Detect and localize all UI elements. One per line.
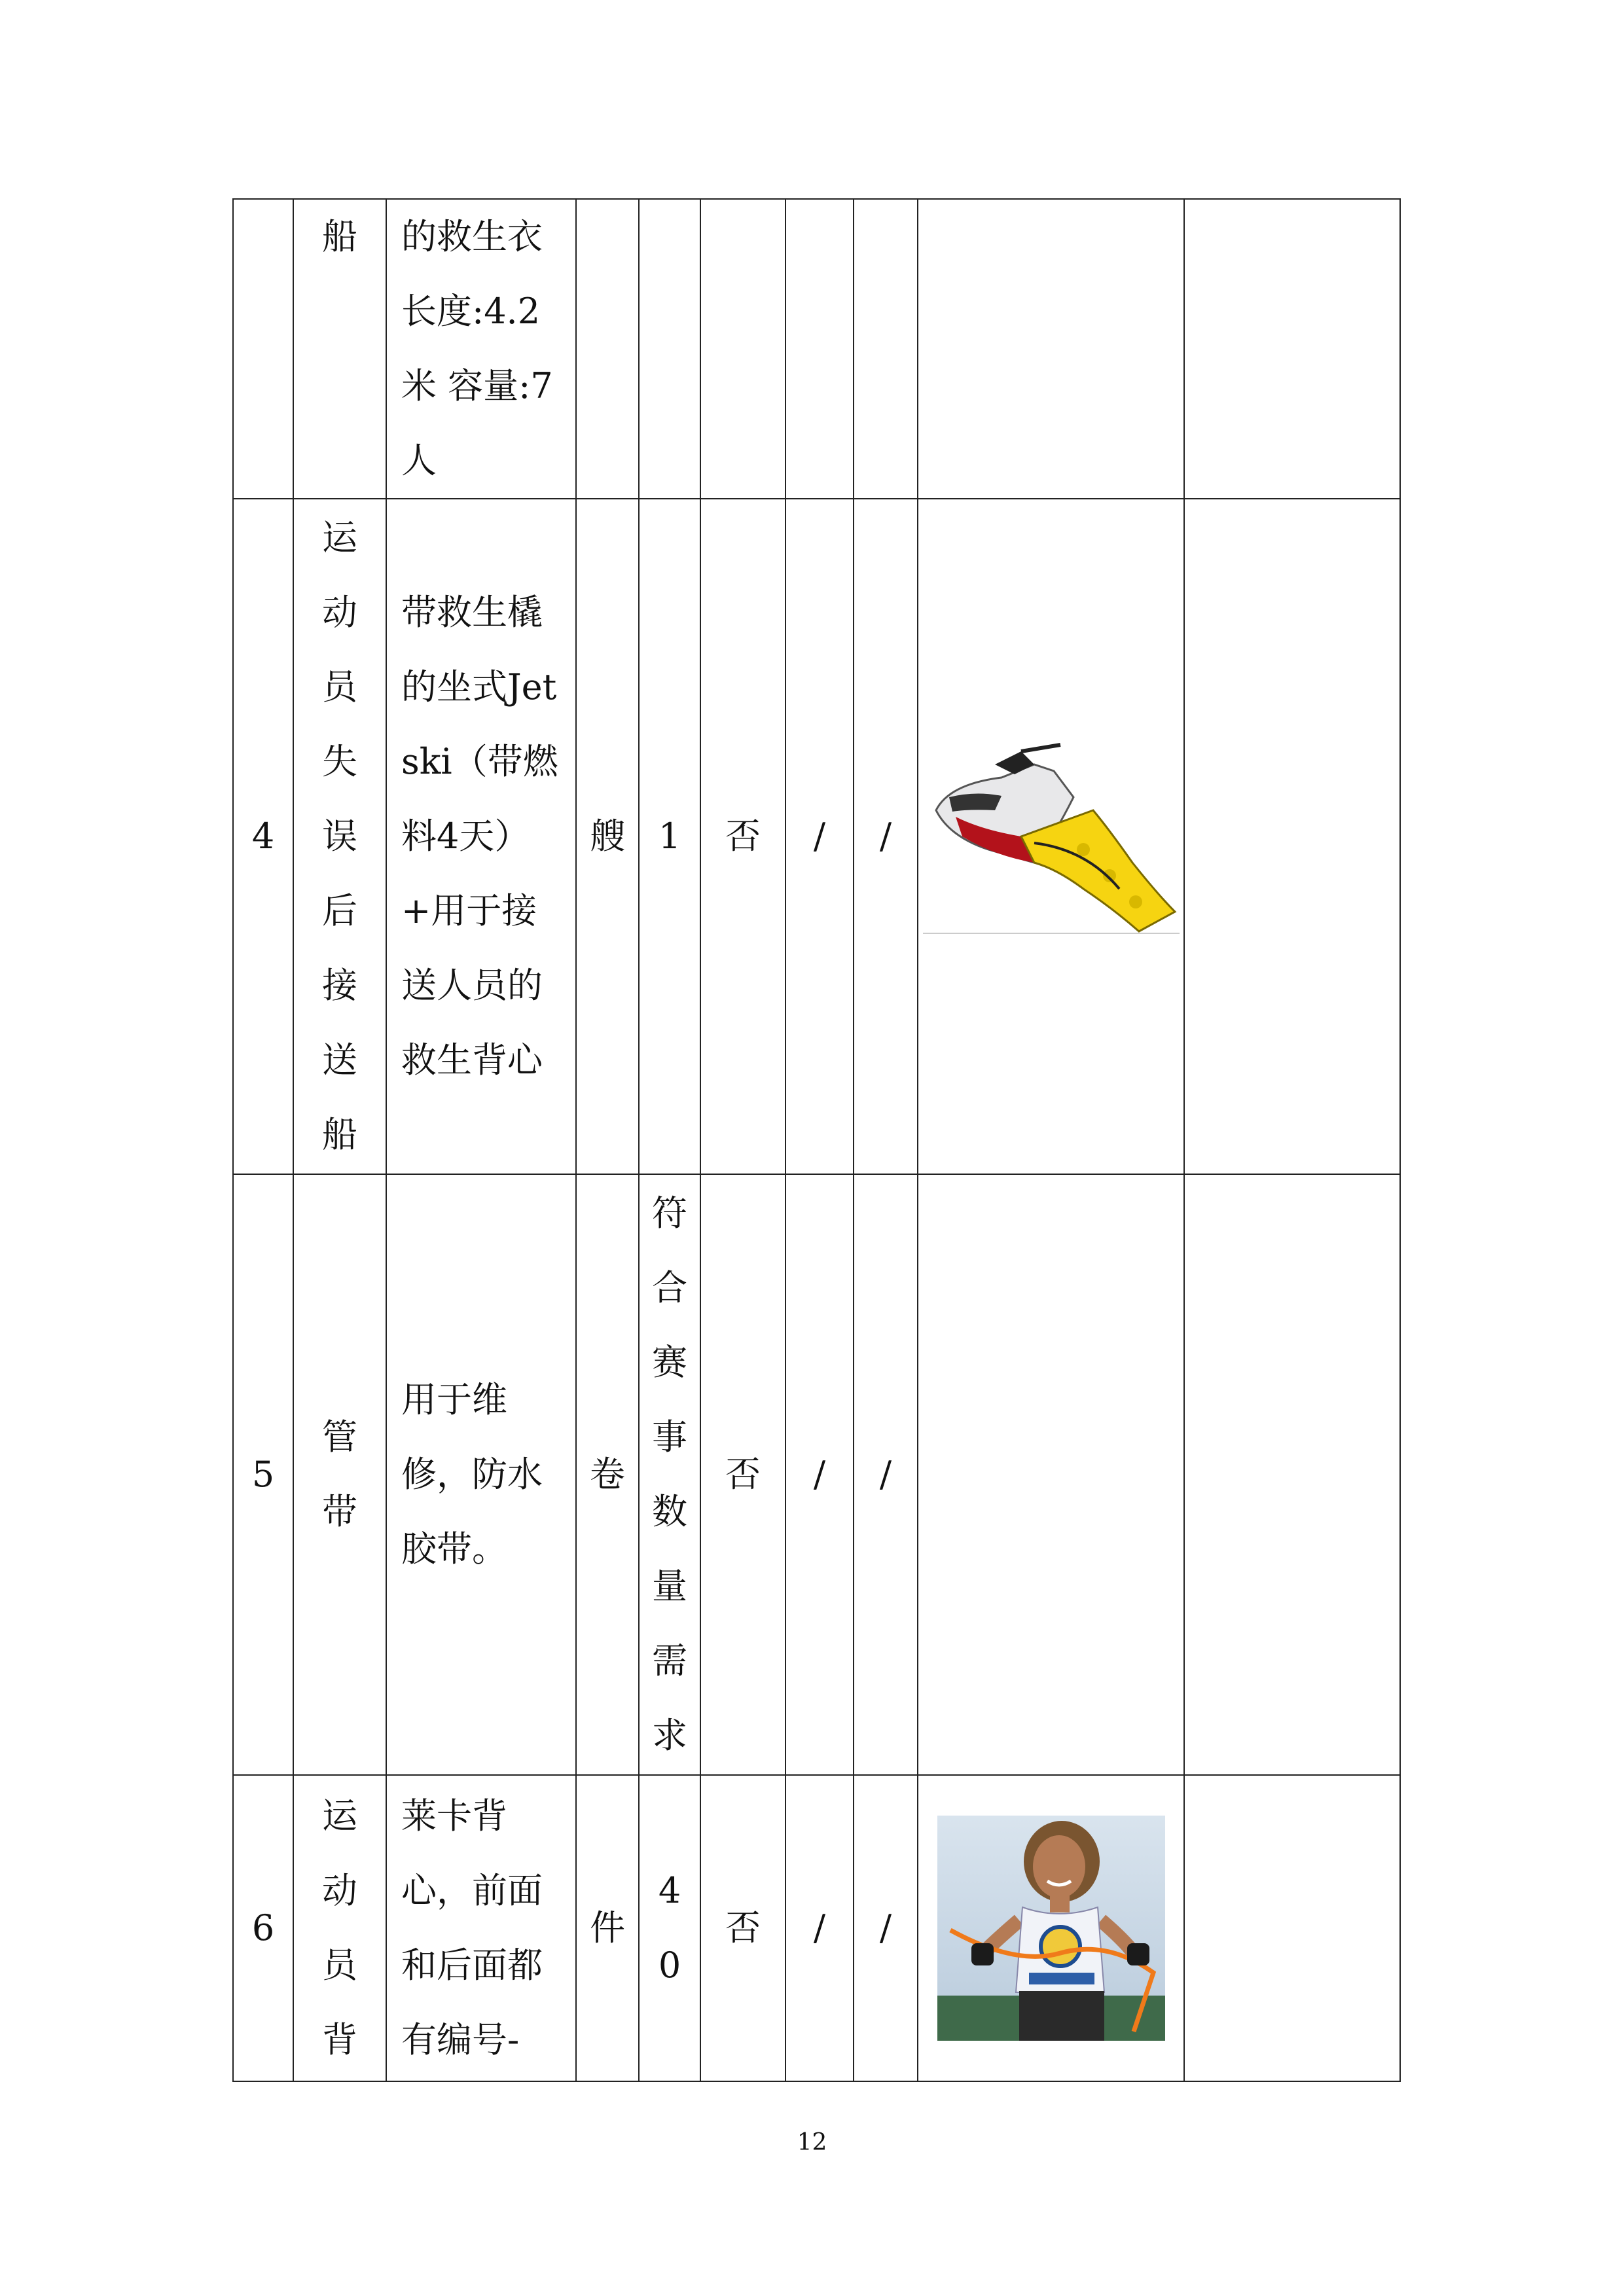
item-description-cell: 莱卡背心，前面和后面都有编号- [386, 1775, 576, 2081]
col8-cell [854, 199, 918, 499]
equipment-table [232, 198, 1401, 2082]
image-cell [918, 199, 1184, 499]
image-cell [918, 499, 1184, 1174]
col7-cell: / [785, 1174, 854, 1775]
item-description-cell: 用于维修，防水胶带。 [386, 1174, 576, 1775]
flag-cell: 否 [700, 1775, 785, 2081]
flag-cell [700, 199, 785, 499]
remarks-cell [1184, 1775, 1400, 2081]
unit-cell: 卷 [576, 1174, 639, 1775]
quantity-cell: 1 [639, 499, 700, 1174]
unit-cell [576, 199, 639, 499]
row-number-cell: 5 [233, 1174, 293, 1775]
image-cell [918, 1174, 1184, 1775]
item-name-cell: 管带 [293, 1174, 386, 1775]
image-cell [918, 1775, 1184, 2081]
remarks-cell [1184, 1174, 1400, 1775]
col8-cell: / [854, 1174, 918, 1775]
table-row [233, 499, 1400, 1174]
col7-cell [785, 199, 854, 499]
remarks-cell [1184, 499, 1400, 1174]
item-name-cell: 运动员背 [293, 1775, 386, 2081]
flag-cell: 否 [700, 1174, 785, 1775]
table-row [233, 1775, 1400, 2081]
item-name-cell: 运动员失误后接送船 [293, 499, 386, 1174]
athlete-in-numbered-vest-photo [937, 1816, 1165, 2041]
col7-cell: / [785, 499, 854, 1174]
col8-cell: / [854, 499, 918, 1174]
quantity-cell: 符合赛事数量需求 [639, 1174, 700, 1775]
item-description-cell: 带救生橇的坐式Jetski（带燃料4天）+用于接送人员的救生背心 [386, 499, 576, 1174]
remarks-cell [1184, 199, 1400, 499]
row-number-cell [233, 199, 293, 499]
quantity-cell: 40 [639, 1775, 700, 2081]
col7-cell: / [785, 1775, 854, 2081]
unit-cell: 件 [576, 1775, 639, 2081]
row-number-cell: 4 [233, 499, 293, 1174]
item-name-cell: 船 [293, 199, 386, 499]
flag-cell: 否 [700, 499, 785, 1174]
row-number-cell: 6 [233, 1775, 293, 2081]
unit-cell: 艘 [576, 499, 639, 1174]
item-description-cell: 的救生衣长度:4.2米 容量:7人 [386, 199, 576, 499]
table-row [233, 199, 1400, 499]
col8-cell: / [854, 1775, 918, 2081]
page-number: 12 [797, 2129, 827, 2156]
table-row [233, 1174, 1400, 1775]
jetski-with-rescue-sled-image [923, 738, 1180, 935]
quantity-cell [639, 199, 700, 499]
